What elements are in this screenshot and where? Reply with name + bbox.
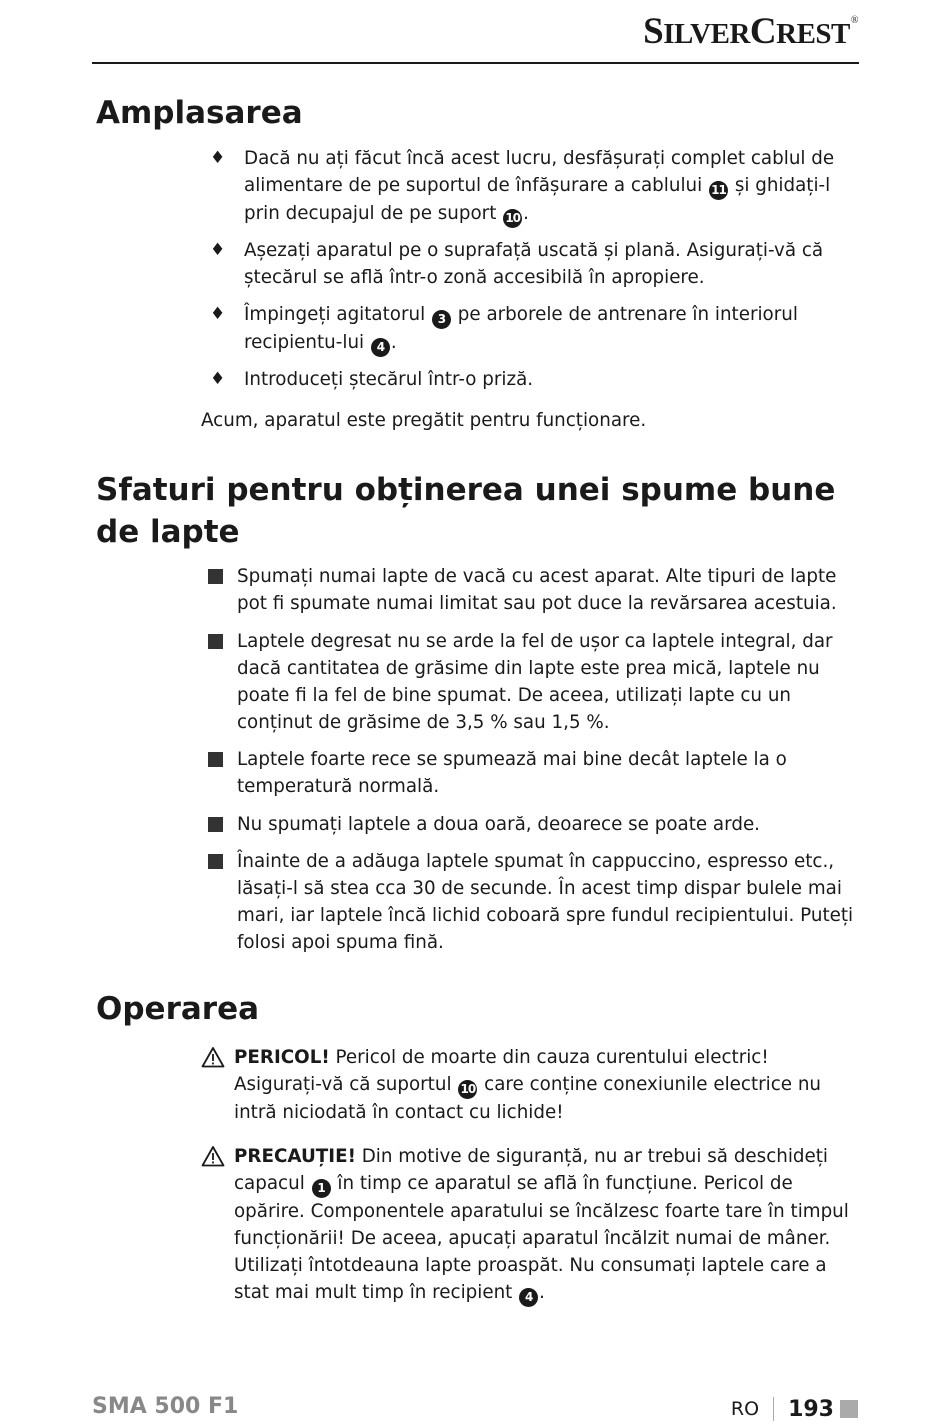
diamond-bullet-icon: ♦ xyxy=(210,304,226,324)
number-badge: 4 xyxy=(371,338,390,357)
square-bullet-icon xyxy=(208,569,223,584)
footer-page-info xyxy=(731,1394,858,1424)
model-number: SMA 500 F1 xyxy=(92,1394,239,1419)
square-bullet-icon xyxy=(208,634,223,649)
square-bullet-icon xyxy=(208,752,223,767)
list-item: Laptele foarte rece se spumează mai bine decât laptele la o temperatură normală. xyxy=(237,746,861,800)
ready-note: Acum, aparatul este pregătit pentru funcționare. xyxy=(201,410,647,431)
number-badge: 4 xyxy=(519,1288,538,1307)
language-code: RO xyxy=(730,1398,760,1420)
number-badge: 10 xyxy=(458,1080,477,1099)
number-badge: 3 xyxy=(432,310,451,329)
page-marker-square-icon xyxy=(840,1400,858,1418)
number-badge: 10 xyxy=(503,209,522,228)
brand-logo: SILVERCREST® xyxy=(643,11,858,52)
caution-warning: PRECAUȚIE! Din motive de siguranță, nu ar trebui să deschideți capacul 1 în timp ce aparatul se află în funcțiune. Pericol de opărire. Componentele aparatului se încălzesc foarte tare în timpul funcționării! De aceea, apucați aparatul încălzit numai de mâner. Utilizați întotdeauna lapte proaspăt. Nu consumați laptele care a stat mai mult timp în recipient 4 . xyxy=(234,1143,862,1307)
diamond-bullet-icon: ♦ xyxy=(210,240,226,260)
list-item: ♦ Dacă nu ați făcut încă acest lucru, desfășurați complet cablul de alimentare de pe suportul de înfășurare a cablului 11 și ghidați-l prin decupajul de pe suport 10 . xyxy=(244,145,864,228)
diamond-bullet-icon: ♦ xyxy=(210,369,226,389)
footer-divider xyxy=(773,1397,774,1421)
square-bullet-icon xyxy=(208,854,223,869)
number-badge: 1 xyxy=(312,1179,331,1198)
list-item: ♦ Împingeți agitatorul 3 pe arborele de antrenare în interiorul recipientu-lui 4 . xyxy=(244,301,864,357)
header-rule xyxy=(92,62,859,64)
number-badge: 11 xyxy=(709,181,728,200)
list-item: Înainte de a adăuga laptele spumat în cappuccino, espresso etc., lăsați-l să stea cca 30 de secunde. În acest timp dispar bulele mai mari, iar laptele încă lichid coboară spre fundul recipientului. Puteți folosi apoi spuma fină. xyxy=(237,848,861,956)
page-number: 193 xyxy=(788,1396,834,1422)
section-title-amplasarea: Amplasarea xyxy=(96,95,303,131)
list-item: Laptele degresat nu se arde la fel de ușor ca laptele integral, dar dacă cantitatea de grăsime din lapte este prea mică, laptele nu poate fi la fel de bine spumat. De aceea, utilizați lapte cu un conținut de grăsime de 3,5 % sau 1,5 %. xyxy=(237,628,861,736)
section-title-operarea: Operarea xyxy=(96,991,260,1027)
section-title-sfaturi: Sfaturi pentru obținerea unei spume bune de lapte xyxy=(96,472,836,550)
list-item: ♦ Introduceți ștecărul într-o priză. xyxy=(244,366,864,393)
square-bullet-icon xyxy=(208,817,223,832)
warning-triangle-icon xyxy=(201,1046,225,1068)
danger-warning: PERICOL! Pericol de moarte din cauza curentului electric! Asigurați-vă că suportul 10 care conține conexiunile electrice nu intră niciodată în contact cu lichide! xyxy=(234,1044,862,1126)
list-item: Spumați numai lapte de vacă cu acest aparat. Alte tipuri de lapte pot fi spumate numai limitat sau pot duce la revărsarea acestuia. xyxy=(237,563,861,617)
diamond-bullet-icon: ♦ xyxy=(210,148,226,168)
list-item: ♦ Așezați aparatul pe o suprafață uscată și plană. Asigurați-vă că ștecărul se află într-o zonă accesibilă în apropiere. xyxy=(244,237,864,291)
list-item: Nu spumați laptele a doua oară, deoarece se poate arde. xyxy=(237,811,861,838)
warning-triangle-icon xyxy=(201,1145,225,1167)
